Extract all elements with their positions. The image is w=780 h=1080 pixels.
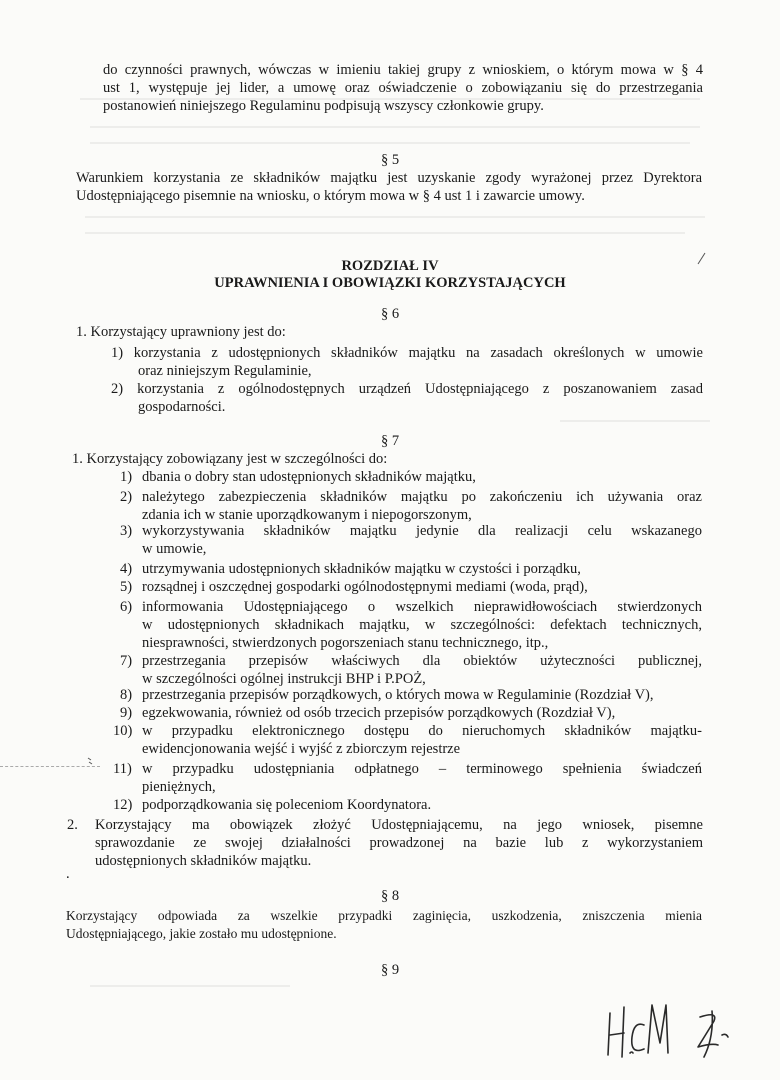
scan-artifact-line xyxy=(0,766,100,767)
list-item: 1) korzystania z udostępnionych składników majątku na zasadach określonych w umowie xyxy=(111,345,703,361)
bleed-through-line xyxy=(90,126,700,128)
list-number: 6) xyxy=(120,599,133,615)
list-number: 2. xyxy=(67,817,78,833)
paragraph-line: Warunkiem korzystania ze składników majątku jest uzyskanie zgody wyrażonej przez Dyrektora xyxy=(76,170,702,186)
list-item: w szczególności ogólnej instrukcji BHP i P.POŻ, xyxy=(142,671,426,687)
list-item: w przypadku udostępniania odpłatnego – terminowego spełnienia świadczeń xyxy=(142,761,702,777)
paragraph-line: Korzystający odpowiada za wszelkie przypadki zaginięcia, uszkodzenia, zniszczenia mienia xyxy=(66,908,702,923)
list-item: 1. Korzystający zobowiązany jest w szczególności do: xyxy=(72,451,388,467)
list-number: 10) xyxy=(113,723,133,739)
list-number: 12) xyxy=(113,797,133,813)
list-item: wykorzystywania składników majątku jedynie dla realizacji celu wskazanego xyxy=(142,523,702,539)
list-item: oraz niniejszym Regulaminie, xyxy=(138,363,312,379)
list-item: dbania o dobry stan udostępnionych składników majątku, xyxy=(142,469,476,485)
list-item: przestrzegania przepisów właściwych dla obiektów użyteczności publicznej, xyxy=(142,653,702,669)
list-number: 11) xyxy=(113,761,132,777)
list-number: 4) xyxy=(120,561,133,577)
list-item: gospodarności. xyxy=(138,399,226,415)
section-heading: § 5 xyxy=(380,152,400,168)
paragraph-line: postanowień niniejszego Regulaminu podpisują wszyscy członkowie grupy. xyxy=(103,98,544,114)
list-item: przestrzegania przepisów porządkowych, o których mowa w Regulaminie (Rozdział V), xyxy=(142,687,654,703)
section-heading: § 7 xyxy=(380,433,400,449)
list-item: 2) korzystania z ogólnodostępnych urządzeń Udostępniającego z poszanowaniem zasad xyxy=(111,381,703,397)
list-item: informowania Udostępniającego o wszelkich nieprawidłowościach stwierdzonych xyxy=(142,599,702,615)
paragraph-line: udostępnionych składników majątku. xyxy=(95,853,312,869)
bleed-through-line xyxy=(90,985,290,987)
bleed-through-line xyxy=(85,232,685,234)
paragraph-line: sprawozdanie ze swojej działalności prowadzonej na bazie lub z wykorzystaniem xyxy=(95,835,703,851)
list-item: w umowie, xyxy=(142,541,207,557)
list-item: ewidencjonowania wejść i wyjść z zbiorczym rejestrze xyxy=(142,741,461,757)
paragraph-line: Korzystający ma obowiązek złożyć Udostępniającemu, na jego wniosek, pisemne xyxy=(95,817,703,833)
chapter-title: UPRAWNIENIA I OBOWIĄZKI KORZYSTAJĄCYCH xyxy=(214,275,566,291)
list-number: 2) xyxy=(120,489,133,505)
section-heading: § 6 xyxy=(380,306,400,322)
list-number: 3) xyxy=(120,523,133,539)
paragraph-line: Udostępniającego pisemnie na wniosku, o którym mowa w § 4 ust 1 i zawarcie umowy. xyxy=(76,188,585,204)
list-item: rozsądnej i oszczędnej gospodarki ogólnodostępnymi mediami (woda, prąd), xyxy=(142,579,588,595)
list-item: 1. Korzystający uprawniony jest do: xyxy=(76,324,286,340)
list-number: 9) xyxy=(120,705,133,721)
list-item: pieniężnych, xyxy=(142,779,216,795)
list-item: należytego zabezpieczenia składników majątku po zakończeniu ich używania oraz xyxy=(142,489,702,505)
paragraph-line: Udostępniającego, jakie zostało mu udostępnione. xyxy=(66,926,337,941)
list-item: w przypadku elektronicznego dostępu do nieruchomych składników majątku- xyxy=(142,723,702,739)
list-item: egzekwowania, również od osób trzecich przepisów porządkowych (Rozdział V), xyxy=(142,705,616,721)
paragraph-line: do czynności prawnych, wówczas w imieniu takiej grupy z wnioskiem, o którym mowa w § 4 xyxy=(103,62,703,78)
list-item: utrzymywania udostępnionych składników majątku w czystości i porządku, xyxy=(142,561,581,577)
bleed-through-line xyxy=(85,216,705,218)
section-heading: § 8 xyxy=(380,888,400,904)
list-item: zdania ich w stanie uporządkowanym i niepogorszonym, xyxy=(142,507,472,523)
list-number: 5) xyxy=(120,579,133,595)
list-number: 7) xyxy=(120,653,133,669)
list-item: w udostępnionych składnikach majątku, w szczególności: defektach technicznych, xyxy=(142,617,702,633)
scan-artifact-mark xyxy=(86,756,96,766)
section-heading: § 9 xyxy=(380,962,400,978)
chapter-number: ROZDZIAŁ IV xyxy=(341,258,439,274)
list-item: podporządkowania się poleceniom Koordynatora. xyxy=(142,797,432,813)
list-number: 8) xyxy=(120,687,133,703)
list-item: niesprawności, stwierdzonych pogorszeniach stanu technicznego, itp., xyxy=(142,635,549,651)
bleed-through-line xyxy=(560,420,710,422)
bleed-through-line xyxy=(90,142,690,144)
scan-artifact-mark xyxy=(696,250,708,266)
handwritten-initials-signature xyxy=(600,995,770,1065)
stray-mark: . xyxy=(66,866,70,882)
paragraph-line: ust 1, występuje jej lider, a umowę oraz oświadczenie o zobowiązaniu się do przestrzegania xyxy=(103,80,703,96)
list-number: 1) xyxy=(120,469,133,485)
